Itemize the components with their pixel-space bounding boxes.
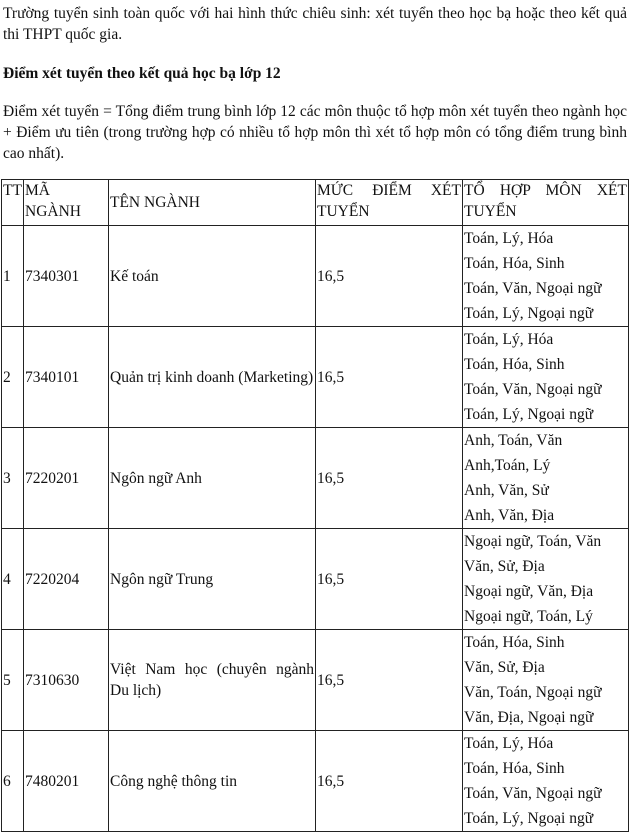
admission-table — [1, 179, 629, 832]
table-header-row — [2, 180, 629, 226]
subject-combination: Văn, Toán, Ngoại ngữ — [464, 684, 602, 701]
subject-combination: Toán, Văn, Ngoại ngữ — [464, 280, 602, 297]
table-row — [2, 529, 629, 630]
subject-combination: Văn, Sử, Địa — [464, 659, 545, 676]
subject-combinations — [463, 327, 629, 428]
subject-combination: Toán, Văn, Ngoại ngữ — [464, 381, 602, 398]
major-code: 7220204 — [24, 529, 109, 630]
section-heading: Điểm xét tuyển theo kết quả học bạ lớp 12 — [3, 65, 281, 82]
table-row — [2, 630, 629, 731]
subject-combination: Anh, Văn, Địa — [464, 507, 555, 524]
subject-combination: Ngoại ngữ, Văn, Địa — [464, 583, 594, 600]
major-name: Quản trị kinh doanh (Marketing) — [109, 327, 316, 428]
admission-score: 16,5 — [316, 327, 463, 428]
major-code: 7480201 — [24, 731, 109, 832]
intro-paragraph: Trường tuyển sinh toàn quốc với hai hình thức chiêu sinh: xét tuyển theo học bạ hoặc theo kết quả thi THPT quốc gia. — [3, 5, 627, 43]
subject-combination: Toán, Hóa, Sinh — [464, 255, 565, 272]
major-name: Ngôn ngữ Trung — [109, 529, 316, 630]
header-score: MỨC ĐIỂM XÉT TUYỂN — [316, 180, 463, 226]
subject-combinations — [463, 428, 629, 529]
major-name: Ngôn ngữ Anh — [109, 428, 316, 529]
row-number: 4 — [2, 529, 24, 630]
subject-combination: Toán, Văn, Ngoại ngữ — [464, 785, 602, 802]
table-row — [2, 226, 629, 327]
subject-combination: Anh,Toán, Lý — [464, 457, 551, 474]
subject-combination: Toán, Lý, Hóa — [464, 735, 554, 752]
subject-combinations — [463, 630, 629, 731]
subject-combinations — [463, 731, 629, 832]
admission-score: 16,5 — [316, 630, 463, 731]
subject-combinations — [463, 529, 629, 630]
subject-combination: Toán, Lý, Ngoại ngữ — [464, 305, 594, 322]
formula-paragraph: Điểm xét tuyển = Tổng điểm trung bình lớp 12 các môn thuộc tổ hợp môn xét tuyển theo ngành học + Điểm ưu tiên (trong trường hợp có nhiều tổ hợp môn thì xét tổ hợp môn có tổng điểm trung bình cao nhất). — [3, 103, 627, 162]
row-number: 5 — [2, 630, 24, 731]
subject-combination: Văn, Sử, Địa — [464, 558, 545, 575]
subject-combination: Toán, Hóa, Sinh — [464, 356, 565, 373]
subject-combination: Anh, Toán, Văn — [464, 432, 563, 449]
table-row — [2, 731, 629, 832]
header-name: TÊN NGÀNH — [109, 180, 316, 226]
subject-combination: Toán, Lý, Ngoại ngữ — [464, 406, 594, 423]
admission-score: 16,5 — [316, 226, 463, 327]
header-tt: TT — [2, 180, 24, 226]
subject-combination: Ngoại ngữ, Toán, Văn — [464, 533, 602, 550]
major-name: Kế toán — [109, 226, 316, 327]
major-code: 7340301 — [24, 226, 109, 327]
header-subjects: TỔ HỢP MÔN XÉT TUYỂN — [463, 180, 629, 226]
subject-combination: Toán, Lý, Hóa — [464, 331, 554, 348]
admission-score: 16,5 — [316, 731, 463, 832]
subject-combination: Ngoại ngữ, Toán, Lý — [464, 608, 593, 625]
admission-score: 16,5 — [316, 529, 463, 630]
header-code: MÃ NGÀNH — [24, 180, 109, 226]
subject-combination: Văn, Địa, Ngoại ngữ — [464, 709, 594, 726]
subject-combination: Toán, Lý, Hóa — [464, 230, 554, 247]
row-number: 2 — [2, 327, 24, 428]
major-name: Công nghệ thông tin — [109, 731, 316, 832]
subject-combination: Anh, Văn, Sử — [464, 482, 549, 499]
row-number: 1 — [2, 226, 24, 327]
subject-combinations — [463, 226, 629, 327]
row-number: 6 — [2, 731, 24, 832]
major-code: 7220201 — [24, 428, 109, 529]
subject-combination: Toán, Hóa, Sinh — [464, 634, 565, 651]
table-body — [2, 226, 629, 832]
admission-score: 16,5 — [316, 428, 463, 529]
row-number: 3 — [2, 428, 24, 529]
subject-combination: Toán, Hóa, Sinh — [464, 760, 565, 777]
major-code: 7310630 — [24, 630, 109, 731]
major-code: 7340101 — [24, 327, 109, 428]
table-row — [2, 327, 629, 428]
subject-combination: Toán, Lý, Ngoại ngữ — [464, 810, 594, 827]
table-row — [2, 428, 629, 529]
major-name: Việt Nam học (chuyên ngành Du lịch) — [109, 630, 316, 731]
